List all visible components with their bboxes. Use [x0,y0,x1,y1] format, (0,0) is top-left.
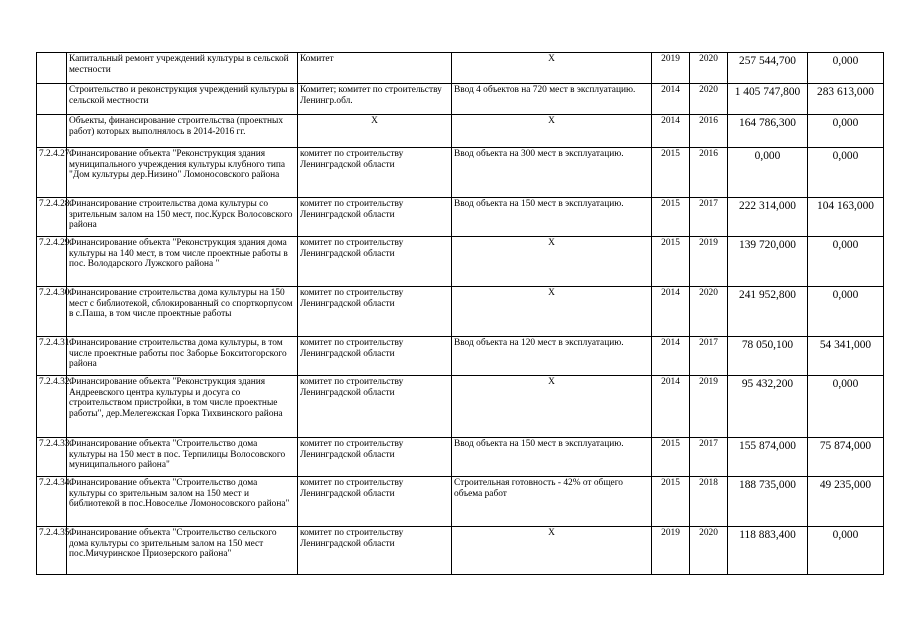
table-row [37,148,884,198]
row-number-cell: 7.2.4.29. [37,237,67,287]
end-year-cell: 2017 [690,337,728,376]
total-amount-cell: 164 786,300 [728,115,808,148]
period-amount-cell: 104 163,000 [808,198,884,237]
period-amount-cell: 0,000 [808,237,884,287]
item-name-cell: Финансирование объекта "Строительство сельского дома культуры со зрительным залом на 150 мест пос.Мичуринское Приозерского района" [67,527,298,575]
end-year-cell: 2020 [690,527,728,575]
start-year-cell: 2015 [652,438,690,477]
total-amount-cell: 222 314,000 [728,198,808,237]
expected-result-cell: Ввод объекта на 150 мест в эксплуатацию. [452,198,652,237]
end-year-cell: 2020 [690,287,728,337]
item-name-cell: Финансирование объекта "Реконструкция здания Андреевского центра культуры и досуга со строительством пристройки, в том числе проектные работы", дер.Мелегежская Горка Тихвинского района [67,376,298,438]
expected-result-cell: Ввод объекта на 300 мест в эксплуатацию. [452,148,652,198]
item-name-cell: Капитальный ремонт учреждений культуры в сельской местности [67,53,298,84]
expected-result-cell: X [452,287,652,337]
table-row [37,527,884,575]
executor-cell: комитет по строительству Ленинградской области [298,237,452,287]
row-number-cell: 7.2.4.32. [37,376,67,438]
table-row [37,287,884,337]
expected-result-cell: Ввод объекта на 120 мест в эксплуатацию. [452,337,652,376]
total-amount-cell: 257 544,700 [728,53,808,84]
start-year-cell: 2014 [652,337,690,376]
row-number-cell: 7.2.4.34. [37,477,67,527]
row-number-cell: 7.2.4.35. [37,527,67,575]
executor-cell: Комитет; комитет по строительству Ленингр.обл. [298,84,452,115]
period-amount-cell: 75 874,000 [808,438,884,477]
executor-cell: комитет по строительству Ленинградской области [298,376,452,438]
total-amount-cell: 95 432,200 [728,376,808,438]
table-row [37,337,884,376]
total-amount-cell: 1 405 747,800 [728,84,808,115]
period-amount-cell: 0,000 [808,115,884,148]
executor-cell: комитет по строительству Ленинградской области [298,287,452,337]
row-number-cell [37,115,67,148]
expected-result-cell: X [452,237,652,287]
item-name-cell: Финансирование объекта "Реконструкция здания муниципального учреждения культуры клубного типа "Дом культуры дер.Низино" Ломоносовского района [67,148,298,198]
total-amount-cell: 118 883,400 [728,527,808,575]
table-row [37,477,884,527]
row-number-cell [37,53,67,84]
total-amount-cell: 155 874,000 [728,438,808,477]
executor-cell: комитет по строительству Ленинградской области [298,477,452,527]
table-body [37,53,884,575]
item-name-cell: Финансирование строительства дома культуры, в том числе проектные работы пос Заборье Бокситогорского района [67,337,298,376]
period-amount-cell: 283 613,000 [808,84,884,115]
row-number-cell: 7.2.4.27. [37,148,67,198]
row-number-cell: 7.2.4.28. [37,198,67,237]
total-amount-cell: 78 050,100 [728,337,808,376]
row-number-cell: 7.2.4.30. [37,287,67,337]
period-amount-cell: 0,000 [808,287,884,337]
row-number-cell: 7.2.4.31. [37,337,67,376]
period-amount-cell: 54 341,000 [808,337,884,376]
table-row [37,438,884,477]
row-number-cell [37,84,67,115]
total-amount-cell: 188 735,000 [728,477,808,527]
expected-result-cell: X [452,527,652,575]
period-amount-cell: 0,000 [808,148,884,198]
end-year-cell: 2019 [690,376,728,438]
table-row [37,53,884,84]
start-year-cell: 2015 [652,237,690,287]
table-row [37,376,884,438]
period-amount-cell: 0,000 [808,53,884,84]
executor-cell: комитет по строительству Ленинградской области [298,198,452,237]
end-year-cell: 2019 [690,237,728,287]
end-year-cell: 2018 [690,477,728,527]
expected-result-cell: X [452,376,652,438]
period-amount-cell: 49 235,000 [808,477,884,527]
start-year-cell: 2014 [652,84,690,115]
end-year-cell: 2020 [690,84,728,115]
end-year-cell: 2017 [690,438,728,477]
start-year-cell: 2015 [652,148,690,198]
total-amount-cell: 241 952,800 [728,287,808,337]
end-year-cell: 2017 [690,198,728,237]
expected-result-cell: Строительная готовность - 42% от общего объема работ [452,477,652,527]
table-row [37,115,884,148]
start-year-cell: 2014 [652,115,690,148]
expected-result-cell: Ввод 4 объектов на 720 мест в эксплуатацию. [452,84,652,115]
expected-result-cell: X [452,115,652,148]
item-name-cell: Финансирование объекта "Строительство дома культуры на 150 мест в пос. Терпилицы Волосовского муниципального района" [67,438,298,477]
executor-cell: комитет по строительству Ленинградской области [298,438,452,477]
end-year-cell: 2020 [690,53,728,84]
executor-cell: комитет по строительству Ленинградской области [298,337,452,376]
executor-cell: X [298,115,452,148]
end-year-cell: 2016 [690,115,728,148]
table-row [37,198,884,237]
start-year-cell: 2015 [652,198,690,237]
start-year-cell: 2015 [652,477,690,527]
expected-result-cell: X [452,53,652,84]
period-amount-cell: 0,000 [808,376,884,438]
item-name-cell: Финансирование строительства дома культуры со зрительным залом на 150 мест, пос.Курск Волосовского района [67,198,298,237]
item-name-cell: Финансирование строительства дома культуры на 150 мест с библиотекой, сблокированный со спорткорпусом в с.Паша, в том числе проектные работы [67,287,298,337]
table-row [37,84,884,115]
start-year-cell: 2019 [652,53,690,84]
total-amount-cell: 0,000 [728,148,808,198]
row-number-cell: 7.2.4.33. [37,438,67,477]
table-row [37,237,884,287]
period-amount-cell: 0,000 [808,527,884,575]
end-year-cell: 2016 [690,148,728,198]
total-amount-cell: 139 720,000 [728,237,808,287]
item-name-cell: Строительство и реконструкция учреждений культуры в сельской местности [67,84,298,115]
item-name-cell: Финансирование объекта "Реконструкция здания дома культуры на 140 мест, в том числе проектные работы в пос. Володарского Лужского района " [67,237,298,287]
start-year-cell: 2014 [652,376,690,438]
program-table [36,52,884,575]
executor-cell: Комитет [298,53,452,84]
executor-cell: комитет по строительству Ленинградской области [298,527,452,575]
executor-cell: комитет по строительству Ленинградской области [298,148,452,198]
start-year-cell: 2019 [652,527,690,575]
expected-result-cell: Ввод объекта на 150 мест в эксплуатацию. [452,438,652,477]
start-year-cell: 2014 [652,287,690,337]
item-name-cell: Финансирование объекта "Строительство дома культуры со зрительным залом на 150 мест и библиотекой в пос.Новоселье Ломоносовского района" [67,477,298,527]
item-name-cell: Объекты, финансирование строительства (проектных работ) которых выполнялось в 2014-2016 гг. [67,115,298,148]
